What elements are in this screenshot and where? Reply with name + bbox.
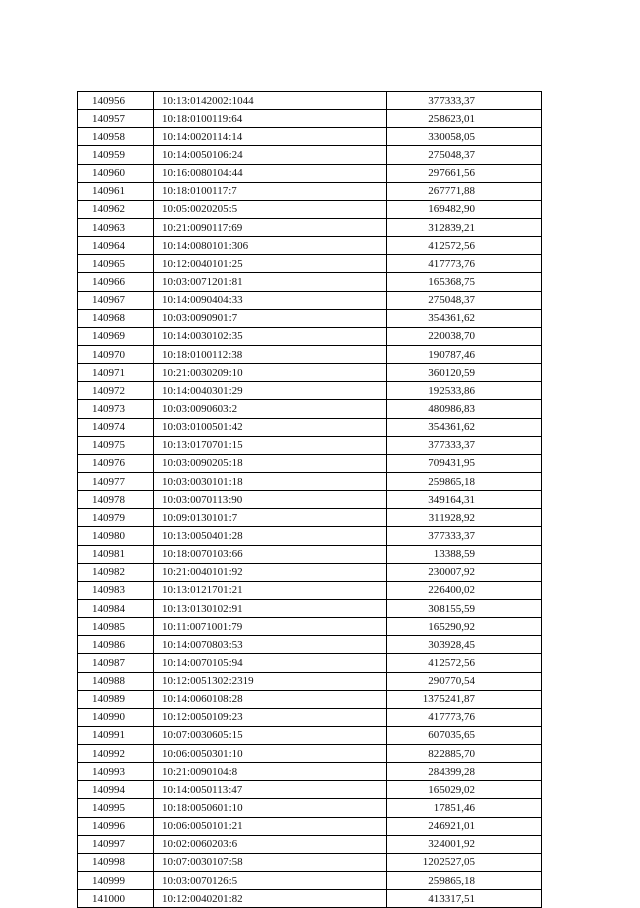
amount-cell: 303928,45 [387, 636, 542, 654]
cadastral-number-cell: 10:14:0050106:24 [154, 146, 387, 164]
records-table [77, 91, 542, 908]
record-number-cell: 140967 [78, 291, 154, 309]
record-number-cell: 140970 [78, 345, 154, 363]
table-row [78, 110, 542, 128]
table-row [78, 400, 542, 418]
table-row [78, 291, 542, 309]
table-row [78, 599, 542, 617]
table-row [78, 164, 542, 182]
cadastral-number-cell: 10:12:0040201:82 [154, 890, 387, 908]
amount-cell: 220038,70 [387, 327, 542, 345]
cadastral-number-cell: 10:14:0070803:53 [154, 636, 387, 654]
table-row [78, 509, 542, 527]
amount-cell: 311928,92 [387, 509, 542, 527]
amount-cell: 192533,86 [387, 382, 542, 400]
record-number-cell: 140982 [78, 563, 154, 581]
cadastral-number-cell: 10:03:0090901:7 [154, 309, 387, 327]
record-number-cell: 140991 [78, 726, 154, 744]
table-row [78, 781, 542, 799]
table-row [78, 890, 542, 908]
amount-cell: 267771,88 [387, 182, 542, 200]
record-number-cell: 140957 [78, 110, 154, 128]
cadastral-number-cell: 10:12:0050109:23 [154, 708, 387, 726]
record-number-cell: 140979 [78, 509, 154, 527]
cadastral-number-cell: 10:14:0030102:35 [154, 327, 387, 345]
cadastral-number-cell: 10:14:0080101:306 [154, 237, 387, 255]
record-number-cell: 140984 [78, 599, 154, 617]
cadastral-number-cell: 10:13:0121701:21 [154, 581, 387, 599]
amount-cell: 297661,56 [387, 164, 542, 182]
record-number-cell: 140959 [78, 146, 154, 164]
cadastral-number-cell: 10:06:0050301:10 [154, 745, 387, 763]
table-row [78, 581, 542, 599]
table-row [78, 255, 542, 273]
record-number-cell: 140999 [78, 872, 154, 890]
amount-cell: 275048,37 [387, 291, 542, 309]
table-row [78, 200, 542, 218]
cadastral-number-cell: 10:03:0090603:2 [154, 400, 387, 418]
record-number-cell: 140997 [78, 835, 154, 853]
table-row [78, 872, 542, 890]
amount-cell: 413317,51 [387, 890, 542, 908]
table-row [78, 690, 542, 708]
table-row [78, 527, 542, 545]
record-number-cell: 140998 [78, 853, 154, 871]
amount-cell: 607035,65 [387, 726, 542, 744]
table-row [78, 436, 542, 454]
record-number-cell: 140993 [78, 763, 154, 781]
cadastral-number-cell: 10:13:0142002:1044 [154, 92, 387, 110]
cadastral-number-cell: 10:18:0050601:10 [154, 799, 387, 817]
table-row [78, 345, 542, 363]
cadastral-number-cell: 10:21:0030209:10 [154, 364, 387, 382]
cadastral-number-cell: 10:12:0051302:2319 [154, 672, 387, 690]
cadastral-number-cell: 10:02:0060203:6 [154, 835, 387, 853]
record-number-cell: 140988 [78, 672, 154, 690]
cadastral-number-cell: 10:03:0070113:90 [154, 491, 387, 509]
cadastral-number-cell: 10:21:0090117:69 [154, 218, 387, 236]
table-row [78, 472, 542, 490]
cadastral-number-cell: 10:14:0070105:94 [154, 654, 387, 672]
table-row [78, 763, 542, 781]
amount-cell: 226400,02 [387, 581, 542, 599]
table-row [78, 618, 542, 636]
table-row [78, 563, 542, 581]
cadastral-number-cell: 10:14:0020114:14 [154, 128, 387, 146]
record-number-cell: 140986 [78, 636, 154, 654]
cadastral-number-cell: 10:09:0130101:7 [154, 509, 387, 527]
amount-cell: 165368,75 [387, 273, 542, 291]
amount-cell: 377333,37 [387, 527, 542, 545]
cadastral-number-cell: 10:18:0100119:64 [154, 110, 387, 128]
cadastral-number-cell: 10:11:0071001:79 [154, 618, 387, 636]
table-row [78, 654, 542, 672]
amount-cell: 354361,62 [387, 418, 542, 436]
cadastral-number-cell: 10:07:0030107:58 [154, 853, 387, 871]
cadastral-number-cell: 10:14:0090404:33 [154, 291, 387, 309]
record-number-cell: 140965 [78, 255, 154, 273]
record-number-cell: 140971 [78, 364, 154, 382]
amount-cell: 190787,46 [387, 345, 542, 363]
amount-cell: 330058,05 [387, 128, 542, 146]
amount-cell: 417773,76 [387, 255, 542, 273]
cadastral-number-cell: 10:12:0040101:25 [154, 255, 387, 273]
record-number-cell: 140983 [78, 581, 154, 599]
amount-cell: 258623,01 [387, 110, 542, 128]
record-number-cell: 140990 [78, 708, 154, 726]
amount-cell: 349164,31 [387, 491, 542, 509]
cadastral-number-cell: 10:14:0040301:29 [154, 382, 387, 400]
record-number-cell: 140968 [78, 309, 154, 327]
amount-cell: 284399,28 [387, 763, 542, 781]
amount-cell: 324001,92 [387, 835, 542, 853]
amount-cell: 1202527,05 [387, 853, 542, 871]
table-row [78, 218, 542, 236]
cadastral-number-cell: 10:05:0020205:5 [154, 200, 387, 218]
record-number-cell: 141000 [78, 890, 154, 908]
amount-cell: 377333,37 [387, 436, 542, 454]
amount-cell: 17851,46 [387, 799, 542, 817]
table-row [78, 128, 542, 146]
amount-cell: 13388,59 [387, 545, 542, 563]
record-number-cell: 140966 [78, 273, 154, 291]
table-row [78, 672, 542, 690]
record-number-cell: 140956 [78, 92, 154, 110]
amount-cell: 480986,83 [387, 400, 542, 418]
amount-cell: 312839,21 [387, 218, 542, 236]
table-row [78, 726, 542, 744]
amount-cell: 259865,18 [387, 872, 542, 890]
cadastral-number-cell: 10:03:0071201:81 [154, 273, 387, 291]
cadastral-number-cell: 10:03:0100501:42 [154, 418, 387, 436]
record-number-cell: 140978 [78, 491, 154, 509]
amount-cell: 377333,37 [387, 92, 542, 110]
record-number-cell: 140962 [78, 200, 154, 218]
record-number-cell: 140992 [78, 745, 154, 763]
table-row [78, 817, 542, 835]
amount-cell: 230007,92 [387, 563, 542, 581]
table-row [78, 364, 542, 382]
table-row [78, 182, 542, 200]
amount-cell: 354361,62 [387, 309, 542, 327]
record-number-cell: 140963 [78, 218, 154, 236]
record-number-cell: 140960 [78, 164, 154, 182]
amount-cell: 1375241,87 [387, 690, 542, 708]
cadastral-number-cell: 10:13:0130102:91 [154, 599, 387, 617]
amount-cell: 412572,56 [387, 237, 542, 255]
cadastral-number-cell: 10:18:0100117:7 [154, 182, 387, 200]
amount-cell: 360120,59 [387, 364, 542, 382]
amount-cell: 275048,37 [387, 146, 542, 164]
amount-cell: 246921,01 [387, 817, 542, 835]
record-number-cell: 140995 [78, 799, 154, 817]
cadastral-number-cell: 10:03:0090205:18 [154, 454, 387, 472]
cadastral-number-cell: 10:18:0070103:66 [154, 545, 387, 563]
table-row [78, 835, 542, 853]
table-row [78, 418, 542, 436]
table-row [78, 92, 542, 110]
amount-cell: 290770,54 [387, 672, 542, 690]
cadastral-number-cell: 10:14:0060108:28 [154, 690, 387, 708]
cadastral-number-cell: 10:13:0050401:28 [154, 527, 387, 545]
record-number-cell: 140987 [78, 654, 154, 672]
amount-cell: 169482,90 [387, 200, 542, 218]
table-row [78, 491, 542, 509]
record-number-cell: 140985 [78, 618, 154, 636]
record-number-cell: 140989 [78, 690, 154, 708]
amount-cell: 412572,56 [387, 654, 542, 672]
table-row [78, 327, 542, 345]
table-row [78, 799, 542, 817]
record-number-cell: 140964 [78, 237, 154, 255]
cadastral-number-cell: 10:18:0100112:38 [154, 345, 387, 363]
record-number-cell: 140961 [78, 182, 154, 200]
cadastral-number-cell: 10:21:0040101:92 [154, 563, 387, 581]
record-number-cell: 140972 [78, 382, 154, 400]
table-row [78, 708, 542, 726]
cadastral-number-cell: 10:03:0030101:18 [154, 472, 387, 490]
record-number-cell: 140994 [78, 781, 154, 799]
cadastral-number-cell: 10:14:0050113:47 [154, 781, 387, 799]
table-row [78, 382, 542, 400]
record-number-cell: 140969 [78, 327, 154, 345]
table-row [78, 309, 542, 327]
amount-cell: 308155,59 [387, 599, 542, 617]
cadastral-number-cell: 10:06:0050101:21 [154, 817, 387, 835]
table-row [78, 237, 542, 255]
table-row [78, 273, 542, 291]
table-row [78, 853, 542, 871]
record-number-cell: 140974 [78, 418, 154, 436]
cadastral-number-cell: 10:16:0080104:44 [154, 164, 387, 182]
records-table-body [78, 92, 542, 908]
table-row [78, 545, 542, 563]
cadastral-number-cell: 10:07:0030605:15 [154, 726, 387, 744]
table-row [78, 636, 542, 654]
amount-cell: 259865,18 [387, 472, 542, 490]
table-row [78, 146, 542, 164]
cadastral-number-cell: 10:03:0070126:5 [154, 872, 387, 890]
cadastral-number-cell: 10:21:0090104:8 [154, 763, 387, 781]
record-number-cell: 140958 [78, 128, 154, 146]
amount-cell: 822885,70 [387, 745, 542, 763]
table-row [78, 454, 542, 472]
amount-cell: 165029,02 [387, 781, 542, 799]
record-number-cell: 140981 [78, 545, 154, 563]
amount-cell: 417773,76 [387, 708, 542, 726]
record-number-cell: 140977 [78, 472, 154, 490]
cadastral-number-cell: 10:13:0170701:15 [154, 436, 387, 454]
record-number-cell: 140973 [78, 400, 154, 418]
record-number-cell: 140976 [78, 454, 154, 472]
table-row [78, 745, 542, 763]
record-number-cell: 140975 [78, 436, 154, 454]
record-number-cell: 140996 [78, 817, 154, 835]
record-number-cell: 140980 [78, 527, 154, 545]
amount-cell: 709431,95 [387, 454, 542, 472]
amount-cell: 165290,92 [387, 618, 542, 636]
